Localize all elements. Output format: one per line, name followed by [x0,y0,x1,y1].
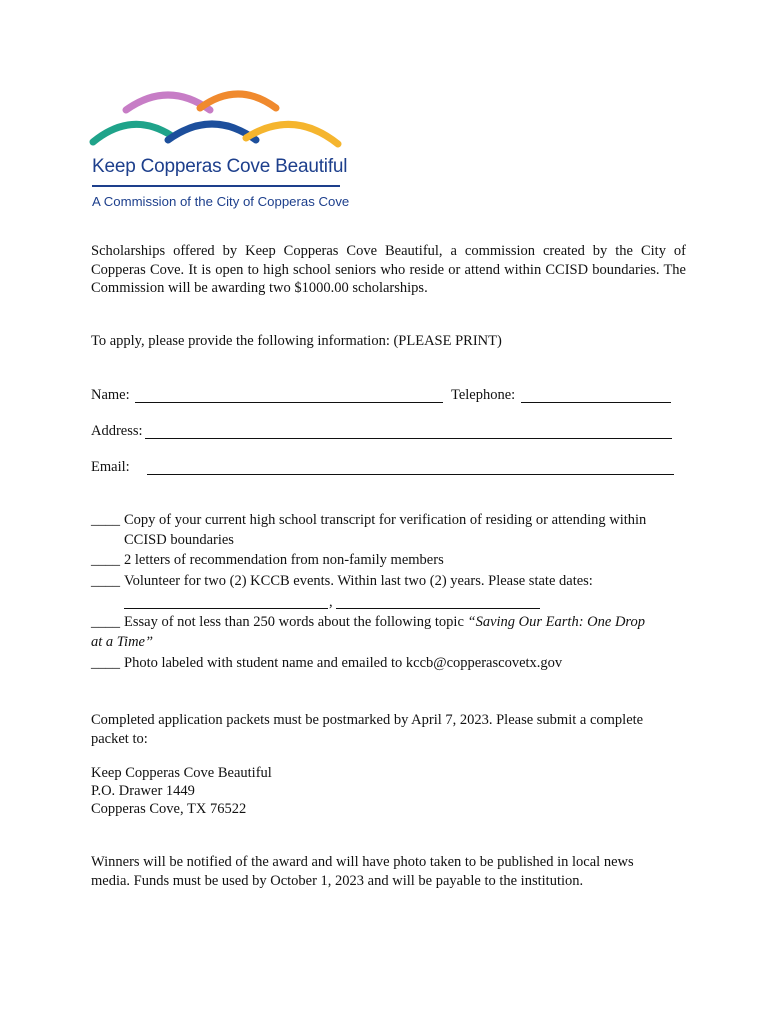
checklist-blank-5[interactable]: ____ [91,655,120,671]
checklist-blank-2[interactable]: ____ [91,552,120,568]
address-city: Copperas Cove, TX 76522 [91,801,247,817]
checklist-blank-4[interactable]: ____ [91,614,120,630]
logo [88,86,348,216]
checklist-blank-1[interactable]: ____ [91,512,120,528]
name-field[interactable] [135,402,443,403]
email-label: Email: [91,459,130,475]
address-org: Keep Copperas Cove Beautiful [91,765,272,781]
address-field[interactable] [145,438,672,439]
email-field[interactable] [147,474,674,475]
date-separator: , [329,594,333,610]
checklist-item-recommendations: 2 letters of recommendation from non-family members [124,552,444,568]
submission-line-1: Completed application packets must be postmarked by April 7, 2023. Please submit a complete [91,712,644,728]
name-label: Name: [91,387,130,403]
essay-topic-cont [91,633,153,651]
org-subtitle: A Commission of the City of Copperas Cove [92,194,350,209]
telephone-field[interactable] [521,402,671,403]
checklist-blank-3[interactable]: ____ [91,573,120,589]
checklist-item-transcript: Copy of your current high school transcript for verification of residing or attending within [124,512,647,528]
apply-instruction: To apply, please provide the following information: (PLEASE PRINT) [91,333,502,349]
address-po: P.O. Drawer 1449 [91,783,195,799]
checklist-item-transcript-cont: CCISD boundaries [124,532,234,548]
logo-arcs [88,86,348,156]
checklist-item-volunteer: Volunteer for two (2) KCCB events. Within last two (2) years. Please state dates: [124,573,593,589]
arc-teal [93,124,172,142]
intro-paragraph: Scholarships offered by Keep Copperas Cove Beautiful, a commission created by the City of Copperas Cove. It is open to high school seniors who reside or attend within CCISD boundaries. The Commission will be awarding two $1000.00 scholarships. [91,243,686,296]
telephone-label: Telephone: [451,387,516,403]
arc-yellow [246,124,338,144]
essay-text: Essay of not less than 250 words about the following topic [124,614,468,630]
org-name: Keep Copperas Cove Beautiful [92,156,348,177]
address-label: Address: [91,423,143,439]
arc-orange [200,94,276,108]
checklist-item-essay [124,613,645,631]
logo-divider [92,185,340,187]
essay-topic: “Saving Our Earth: One Drop [467,614,646,630]
closing-line-1: Winners will be notified of the award and will have photo taken to be published in local news [91,854,634,870]
checklist-item-photo: Photo labeled with student name and emailed to kccb@copperascovetx.gov [124,655,563,671]
volunteer-date-2-field[interactable] [336,608,540,609]
closing-line-2: media. Funds must be used by October 1, 2023 and will be payable to the institution. [91,873,584,889]
essay-topic-line2: at a Time” [91,634,154,650]
volunteer-date-1-field[interactable] [124,608,328,609]
submission-line-2: packet to: [91,731,148,747]
